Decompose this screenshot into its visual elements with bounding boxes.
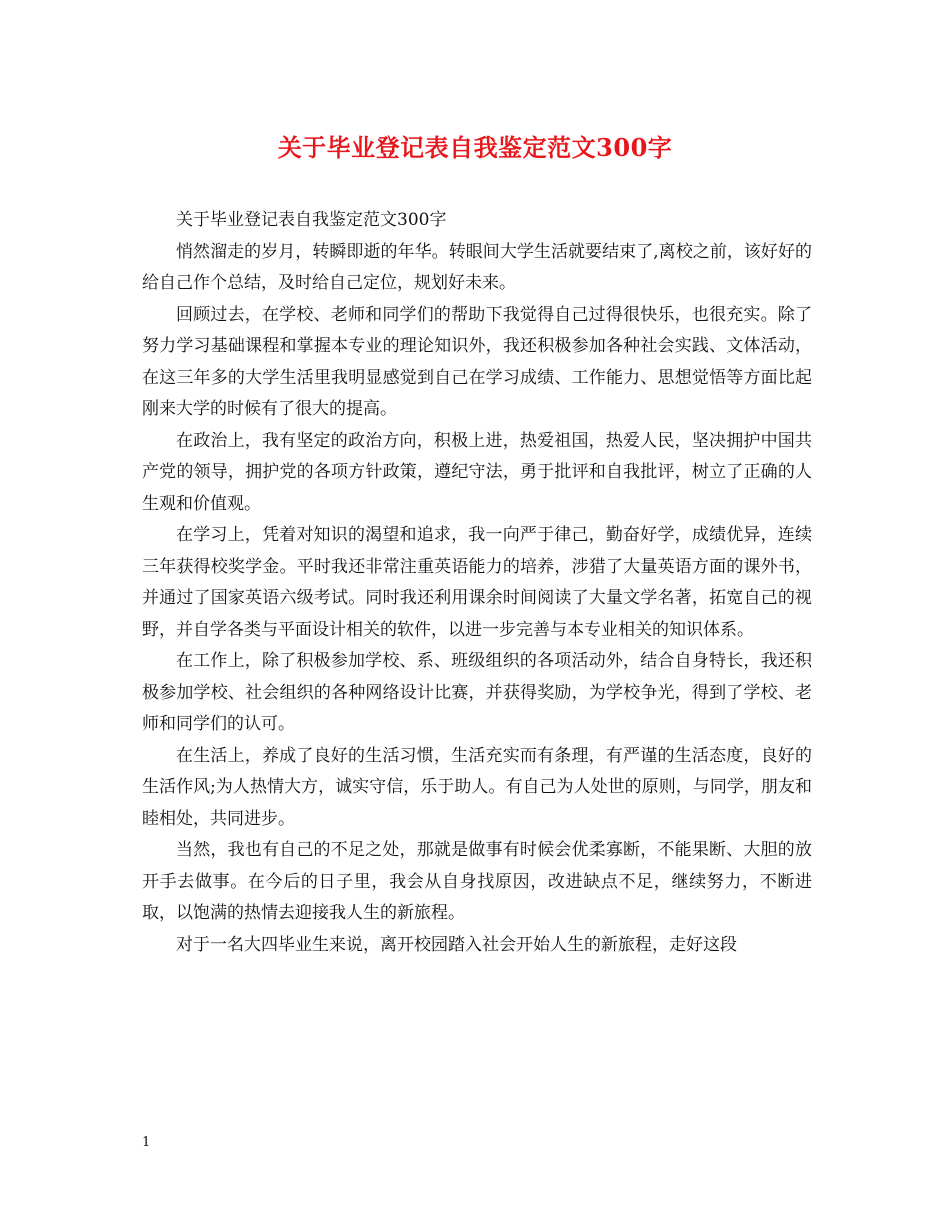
paragraph-work: 在工作上，除了积极参加学校、系、班级组织的各项活动外，结合自身特长，我还积极参加学校、社会组织的各种网络设计比赛，并获得奖励，为学校争光，得到了学校、老师和同学们的认可。 (142, 651, 812, 734)
paragraph-study: 在学习上，凭着对知识的渴望和追求，我一向严于律己，勤奋好学，成绩优异，连续三年获得校奖学金。平时我还非常注重英语能力的培养，涉猎了大量英语方面的课外书，并通过了国家英语六级考试。同时我还利用课余时间阅读了大量文学名著，拓宽自己的视野，并自学各类与平面设计相关的软件，以进一步完善与本专业相关的知识体系。 (142, 525, 812, 640)
paragraph-review: 回顾过去，在学校、老师和同学们的帮助下我觉得自己过得很快乐，也很充实。除了努力学习基础课程和掌握本专业的理论知识外，我还积极参加各种社会实践、文体活动，在这三年多的大学生活里我明显感觉到自己在学习成绩、工作能力、思想觉悟等方面比起刚来大学的时候有了很大的提高。 (142, 304, 812, 419)
paragraph-life: 在生活上，养成了良好的生活习惯，生活充实而有条理，有严谨的生活态度，良好的生活作风;为人热情大方，诚实守信，乐于助人。有自己为人处世的原则，与同学，朋友和睦相处，共同进步。 (142, 745, 812, 829)
document-body (142, 205, 812, 961)
paragraph-graduation: 对于一名大四毕业生来说，离开校园踏入社会开始人生的新旅程，走好这段 (176, 934, 737, 955)
document-title: 关于毕业登记表自我鉴定范文300字 (277, 133, 673, 162)
paragraph-politics: 在政治上，我有坚定的政治方向，积极上进，热爱祖国，热爱人民，坚决拥护中国共产党的领导，拥护党的各项方针政策，遵纪守法，勇于批评和自我批评，树立了正确的人生观和价值观。 (142, 430, 812, 514)
paragraph-shortcomings: 当然，我也有自己的不足之处，那就是做事有时候会优柔寡断，不能果断、大胆的放开手去做事。在今后的日子里，我会从自身找原因，改进缺点不足，继续努力，不断进取，以饱满的热情去迎接我人生的新旅程。 (142, 840, 812, 923)
paragraph-subtitle: 关于毕业登记表自我鉴定范文300字 (176, 210, 447, 230)
page-number: 1 (142, 1135, 151, 1150)
paragraph-intro: 悄然溜走的岁月，转瞬即逝的年华。转眼间大学生活就要结束了,离校之前，该好好的给自己作个总结，及时给自己定位，规划好未来。 (142, 241, 812, 293)
